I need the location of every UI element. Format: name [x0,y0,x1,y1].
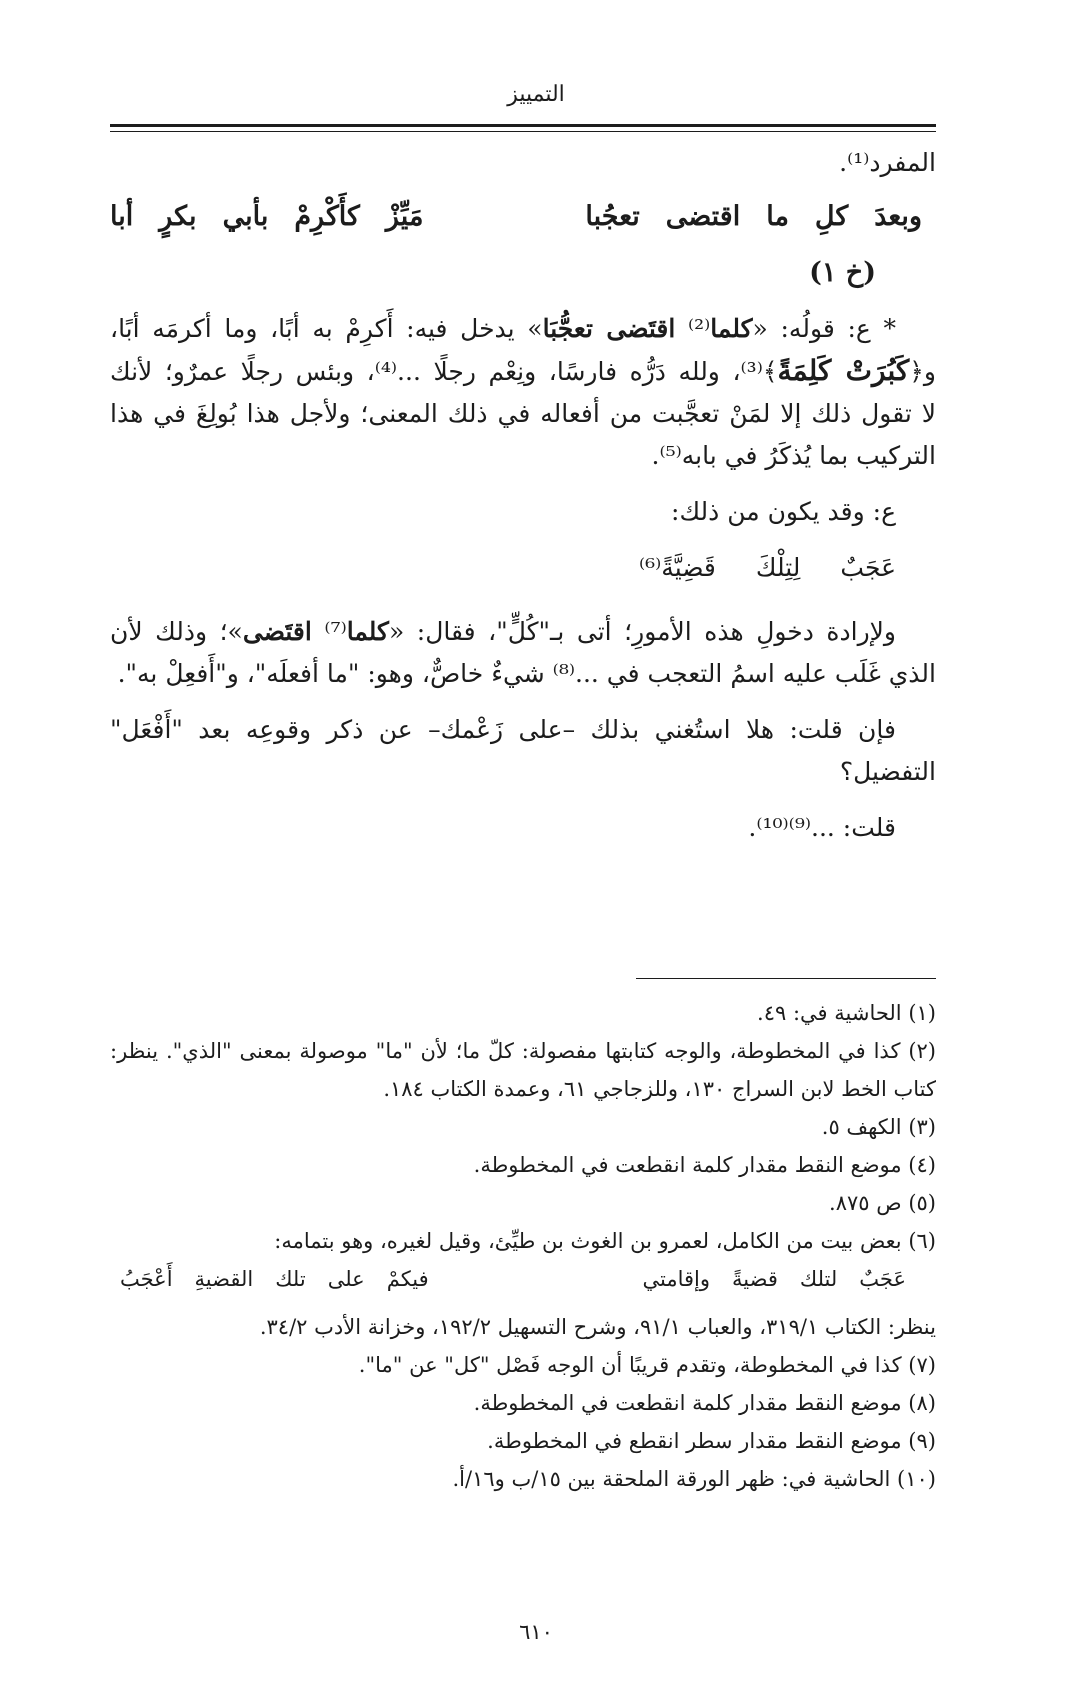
text-line: التفضيل؟ [839,757,936,786]
footnote-verse-second-hemistich [120,1260,429,1298]
verse-word: بأبي [222,201,269,232]
footnote-10: (١٠) الحاشية في: ظهر الورقة الملحقة بين ١٥/ب و١٦/أ. [452,1467,936,1491]
verse-word: كلِ [814,201,849,232]
footnote-separator [636,978,936,979]
header-rule-thin [110,131,936,132]
bold-term: اقتَضى [242,617,312,646]
verse-word: عَجَبٌ [859,1267,906,1291]
verse-word: عَجَبٌ [840,553,896,582]
footnote-2: (٢) كذا في المخطوطة، والوجه كتابتها مفصولة: كلّ ما؛ لأن "ما" موصولة بمعنى "الذي". ينظر: [110,1039,936,1063]
footnote-3: (٣) الكهف ٥. [821,1115,936,1139]
footnote-verse [110,1260,936,1298]
text-line: لا تقول ذلك إلا لمَنْ تعجَّبت من أفعاله في ذلك المعنى؛ ولأجل هذا بُولِغَ في هذا [110,399,936,428]
verse-second-hemistich [110,196,423,238]
paragraph-1 [110,308,936,477]
footnote-5: (٥) ص ٨٧٥. [829,1191,936,1215]
paragraph-4 [110,709,936,793]
text-line: المفرد⁽¹⁾. [839,148,936,177]
verse-word: كأَكْرِمْ [294,201,360,232]
verse [110,196,936,238]
verse-word: على [327,1267,365,1291]
verse-word: تلك [275,1267,306,1291]
footnote-8: (٨) موضع النقط مقدار كلمة انقطعت في المخطوطة. [473,1391,936,1415]
footnote-verse-first-hemistich [643,1260,906,1298]
verse-word: لِتِلْكَ [755,553,801,582]
verse-word: القضيةِ [194,1267,254,1291]
bold-term: كلما [346,617,389,646]
text-line: الذي غَلَب عليه اسمُ التعجب في ...⁽⁸⁾ شيءٌ خاصٌّ، وهو: "ما أفعلَه"، و"أَفعِلْ به". [117,659,936,688]
footnote-2-cont: كتاب الخط لابن السراج ١٣٠، وللزجاجي ٦١، وعمدة الكتاب ١٨٤. [383,1077,936,1101]
verse-word: ما [766,201,789,232]
paragraph-3 [110,611,936,695]
text-line: ع: وقد يكون من ذلك: [671,497,896,526]
footnote-6-cont: ينظر: الكتاب ٣١٩/١، والعباب ٩١/١، وشرح التسهيل ١٩٢/٢، وخزانة الأدب ٣٤/٢. [259,1315,936,1339]
verse-word: مَيِّزْ [385,201,424,232]
quoted-hemistich [110,547,936,589]
running-header: التمييز [507,82,565,107]
verse-word: أَعْجَبُ [120,1267,173,1291]
verse-word: فيكمْ [386,1267,429,1291]
text-line: قلت: ...⁽⁹⁾⁽¹⁰⁾. [748,813,896,842]
verse-word: اقتضى [665,201,741,232]
verse-first-hemistich [585,196,922,238]
text-line: و﴿كَبُرَتْ كَلِمَةً﴾⁽³⁾، ولله دَرُّه فارسًا، ونِعْم رجلًا ...⁽⁴⁾، وبئس رجلًا عمرٌو؛ لأنك [110,354,936,387]
text-line: فإن قلت: هلا استُغني بذلك –على زَعْمك– عن ذكر وقوعِه بعد "أَفْعَل" [110,715,896,744]
quran-quote: كَبُرَتْ كَلِمَةً [777,354,910,387]
verse-word: قَضِيَّةً⁽⁶⁾ [638,553,716,582]
footnote-7: (٧) كذا في المخطوطة، وتقدم قريبًا أن الوجه فَصْل "كل" عن "ما". [358,1353,936,1377]
page-number: ٦١٠ [519,1620,553,1644]
verse-word: وبعدَ [874,201,922,232]
verse-word: وإقامتي [642,1267,711,1291]
bold-term: اقتَضى تعجُّبَا [542,314,676,343]
footnote-6: (٦) بعض بيت من الكامل، لعمرو بن الغوث بن طيِّئ، وقيل لغيره، وهو بتمامه: [274,1229,936,1253]
footnote-9: (٩) موضع النقط مقدار سطر انقطع في المخطوطة. [487,1429,936,1453]
verse-reference: (خ ١) [809,257,876,288]
header-rule-thick [110,124,936,127]
main-text [110,142,936,849]
verse-word: أبا [110,201,134,232]
verse-word: بكرٍ [159,201,197,232]
verse-word: قضيةً [732,1267,778,1291]
text-line: التركيب بما يُذكَرُ في بابه⁽⁵⁾. [651,441,936,470]
verse-word: لتلك [799,1267,838,1291]
bold-term: كلما [710,314,753,343]
footnote-1: (١) الحاشية في: ٤٩. [757,1001,936,1025]
text-line: * ع: قولُه: «كلما⁽²⁾ اقتَضى تعجُّبَا» يدخل فيه: أَكرِمْ به أبًا، وما أكرمَه أبًا، [110,314,896,343]
text-line: ولإرادة دخولِ هذه الأمورِ؛ أتى بـ"كُلٍّ"، فقال: «كلما⁽⁷⁾ اقتَضى»؛ وذلك لأن [110,617,896,646]
footnotes [110,994,936,1498]
verse-word: تعجُبا [585,201,640,232]
footnote-4: (٤) موضع النقط مقدار كلمة انقطعت في المخطوطة. [473,1153,936,1177]
